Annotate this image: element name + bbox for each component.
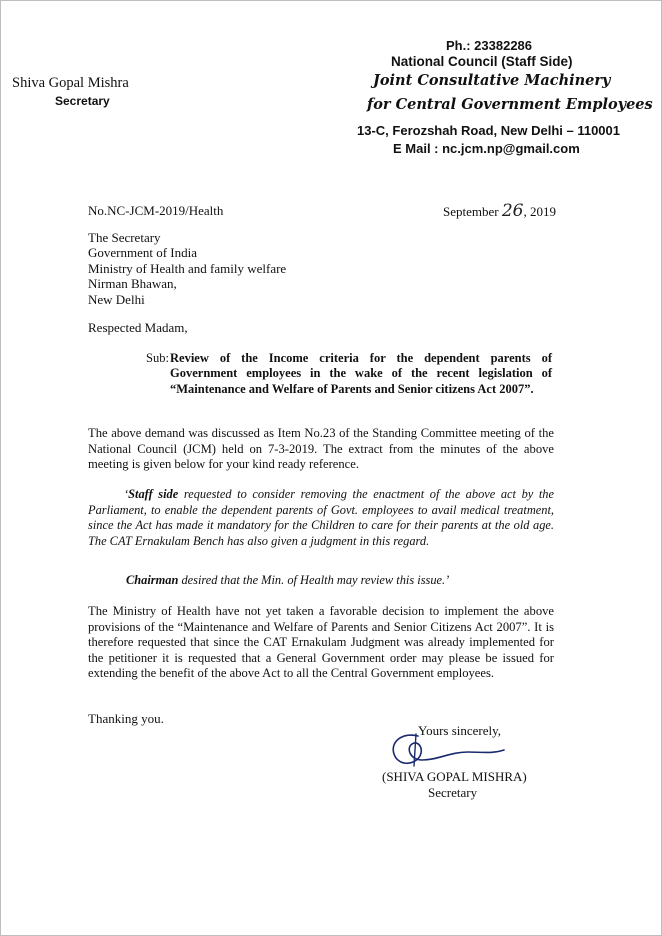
recipient-line: Ministry of Health and family welfare	[88, 260, 287, 276]
recipient-line: The Secretary	[88, 230, 161, 245]
quote-rest: requested to consider removing the enactment of the above act by the Parliament, to enable the dependent parents of Govt. employees to avail medical treatment, since the Act has made it mandatory for the Children to care for their parents at the old age. The CAT Ernakulam Bench has also given a judgment in this regard.	[88, 487, 554, 548]
chairman-rest: desired that the Min. of Health may review this issue.’	[178, 573, 450, 587]
recipient-line: Nirman Bhawan,	[88, 276, 177, 292]
letterhead-jcm-line1: Joint Consultative Machinery	[373, 72, 611, 89]
quote-lead: Staff side	[128, 487, 179, 501]
date-year: , 2019	[523, 204, 556, 219]
handwritten-signature	[388, 730, 508, 772]
letterhead-council: National Council (Staff Side)	[391, 54, 573, 69]
letterhead-email: E Mail : nc.jcm.np@gmail.com	[393, 141, 580, 156]
subject-label: Sub:	[146, 351, 169, 365]
thanks-line: Thanking you.	[88, 711, 164, 726]
recipient-address	[88, 230, 286, 307]
recipient-line: New Delhi	[88, 291, 145, 307]
letterhead-address: 13-C, Ferozshah Road, New Delhi – 110001	[357, 123, 620, 138]
signatory-title: Secretary	[428, 785, 478, 800]
salutation: Respected Madam,	[88, 320, 188, 335]
date-day-handwritten: 26	[501, 201, 524, 221]
letterhead-jcm-line2: for Central Government Employees	[367, 96, 653, 113]
letter-date	[443, 201, 556, 221]
signatory-name: (SHIVA GOPAL MISHRA)	[382, 769, 527, 784]
date-month: September	[443, 204, 499, 219]
chairman-lead: Chairman	[126, 573, 179, 587]
chairman-remark	[126, 573, 449, 588]
subject-text: Review of the Income criteria for the dependent parents of Government employees in the wake of the recent legislation of “Maintenance and Welfare of Parents and Senior citizens Act 2007”.	[170, 351, 552, 396]
body-paragraph-2: The Ministry of Health have not yet taken a favorable decision to implement the above provisions of the “Maintenance and Welfare of Parents and Senior Citizens Act 2007”. It is therefore requested that since the CAT Ernakulam Judgment was already implemented for the petitioner it is requested that a General Government order may please be issued for extending the benefit of the above Act to all the Central Government employees.	[88, 604, 554, 681]
recipient-line: Government of India	[88, 245, 198, 261]
letterhead-phone: Ph.: 23382286	[446, 38, 533, 53]
minutes-quote	[88, 487, 554, 549]
closing-line: Yours sincerely,	[418, 723, 502, 738]
reference-number: No.NC-JCM-2019/Health	[88, 203, 224, 218]
body-paragraph-1: The above demand was discussed as Item No.23 of the Standing Committee meeting of the National Council (JCM) held on 7-3-2019. The extract from the minutes of the above meeting is given below for your kind ready reference.	[88, 426, 554, 472]
sender-name: Shiva Gopal Mishra	[12, 75, 129, 91]
quote-open: ‘	[124, 487, 129, 501]
sender-title: Secretary	[55, 94, 110, 108]
